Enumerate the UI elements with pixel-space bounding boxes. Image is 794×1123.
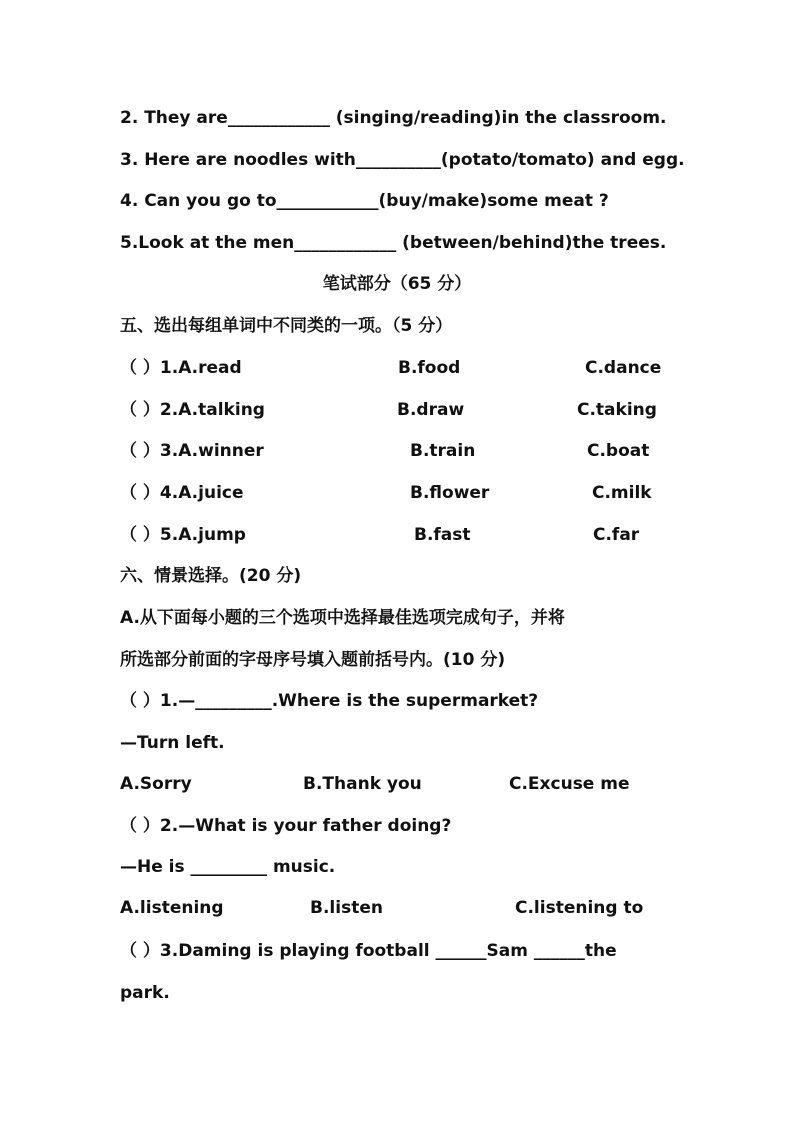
q2-line2: —He is _________ music. (120, 857, 336, 877)
s5-row-5-num: （ ）5.A.jump (120, 525, 246, 545)
s5-row-1-c: C.dance (585, 358, 662, 378)
s5-row-2-num: （ ）2.A.talking (120, 400, 265, 420)
s5-row-5-c: C.far (593, 525, 640, 545)
fill-in-5: 5.Look at the men____________ (between/behind)the trees. (120, 233, 667, 253)
q2-option-c: C.listening to (515, 898, 644, 918)
section5-heading: 五、选出每组单词中不同类的一项。（5 分） (120, 316, 453, 336)
section6-heading: 六、情景选择。(20 分) (120, 566, 302, 586)
q1-line1: （ ）1.—_________.Where is the supermarket? (120, 691, 539, 711)
q3-line2: park. (120, 983, 170, 1003)
s5-row-2-c: C.taking (577, 400, 657, 420)
q2-option-b: B.listen (310, 898, 383, 918)
s5-row-5-b: B.fast (414, 525, 471, 545)
fill-in-4: 4. Can you go to____________(buy/make)some meat ? (120, 191, 609, 211)
s5-row-4-b: B.flower (410, 483, 490, 503)
s5-row-3-b: B.train (410, 441, 476, 461)
q1-option-b: B.Thank you (303, 774, 422, 794)
s5-row-4-c: C.milk (592, 483, 652, 503)
q3-line1: （ ）3.Daming is playing football ______Sam ______the (120, 941, 617, 961)
fill-in-2: 2. They are____________ (singing/reading)in the classroom. (120, 108, 667, 128)
q1-option-c: C.Excuse me (509, 774, 630, 794)
s5-row-3-num: （ ）3.A.winner (120, 441, 264, 461)
q1-line2: —Turn left. (120, 733, 225, 753)
fill-in-3: 3. Here are noodles with__________(potato/tomato) and egg. (120, 150, 685, 170)
q2-option-a: A.listening (120, 898, 224, 918)
part-a-instruction-1: A.从下面每小题的三个选项中选择最佳选项完成句子，并将 (120, 608, 565, 628)
q1-option-a: A.Sorry (120, 774, 192, 794)
part-a-instruction-2: 所选部分前面的字母序号填入题前括号内。(10 分) (120, 650, 506, 670)
s5-row-2-b: B.draw (397, 400, 465, 420)
s5-row-1-num: （ ）1.A.read (120, 358, 242, 378)
s5-row-4-num: （ ）4.A.juice (120, 483, 244, 503)
q2-line1: （ ）2.—What is your father doing? (120, 816, 452, 836)
s5-row-3-c: C.boat (587, 441, 650, 461)
s5-row-1-b: B.food (398, 358, 461, 378)
written-part-title: 笔试部分（65 分） (322, 274, 472, 294)
